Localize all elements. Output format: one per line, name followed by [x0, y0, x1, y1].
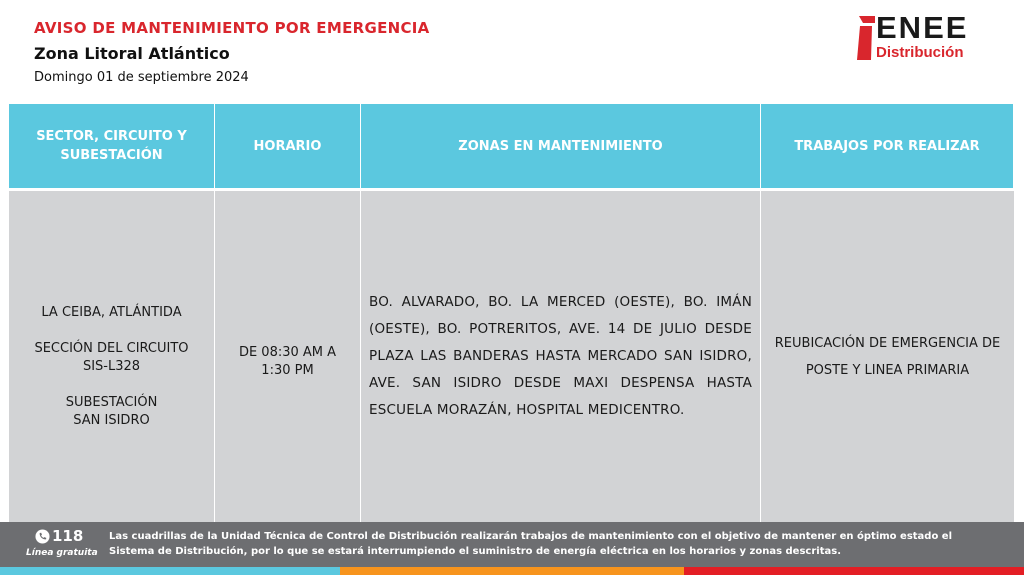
cell-sector	[9, 188, 215, 522]
hotline-label: Línea gratuita	[26, 548, 98, 558]
zone-name: Zona Litoral Atlántico	[34, 44, 230, 63]
notice-title: AVISO DE MANTENIMIENTO POR EMERGENCIA	[34, 19, 430, 37]
schedule-text: DE 08:30 AM A 1:30 PM	[238, 344, 337, 378]
notice-date: Domingo 01 de septiembre 2024	[34, 70, 249, 85]
section-label: SECCIÓN DEL CIRCUITO	[34, 340, 189, 356]
cell-trabajos	[761, 188, 1014, 522]
sector-place: LA CEIBA, ATLÁNTIDA	[41, 304, 182, 320]
footer-bar-cyan	[0, 567, 340, 575]
maintenance-table	[9, 104, 1014, 522]
footer-notice	[0, 522, 1024, 567]
logo-subtitle: Distribución	[876, 44, 964, 61]
zones-text: BO. ALVARADO, BO. LA MERCED (OESTE), BO. IMÁN (OESTE), BO. POTRERITOS, AVE. 14 DE JULIO DESDE PLAZA LAS BANDERAS HASTA MERCADO SAN ISIDRO, AVE. SAN ISIDRO DESDE MAXI DESPENSA HASTA ESCUELA MORAZÁN, HOSPITAL MEDICENTRO.	[369, 294, 752, 418]
column-header-trabajos: TRABAJOS POR REALIZAR	[761, 104, 1014, 188]
section-code: SIS-L328	[82, 358, 141, 374]
phone-icon	[35, 529, 50, 544]
cell-horario	[215, 188, 361, 522]
column-header-sector: SECTOR, CIRCUITO Y SUBESTACIÓN	[9, 104, 215, 188]
substation-label: SUBESTACIÓN	[65, 394, 158, 410]
substation-name: SAN ISIDRO	[73, 412, 150, 428]
hotline-number: 118	[52, 527, 84, 545]
footer-bar-red	[684, 567, 1024, 575]
logo-wordmark: ENEE	[876, 10, 969, 45]
footer-bar-orange	[340, 567, 684, 575]
works-text: REUBICACIÓN DE EMERGENCIA DE POSTE Y LINEA PRIMARIA	[774, 335, 1001, 378]
cell-zonas	[361, 188, 761, 522]
enee-logo-mark-icon	[857, 16, 875, 60]
footer-notice-text: Las cuadrillas de la Unidad Técnica de Control de Distribución realizarán trabajos de mantenimiento con el objetivo de mantener en óptimo estado el Sistema de Distribución, por lo que se estará interrumpiendo el suministro de energía eléctrica en los horarios y zonas descritas.	[109, 531, 953, 557]
enee-logo	[857, 10, 1002, 64]
column-header-horario: HORARIO	[215, 104, 361, 188]
column-header-zonas: ZONAS EN MANTENIMIENTO	[361, 104, 761, 188]
